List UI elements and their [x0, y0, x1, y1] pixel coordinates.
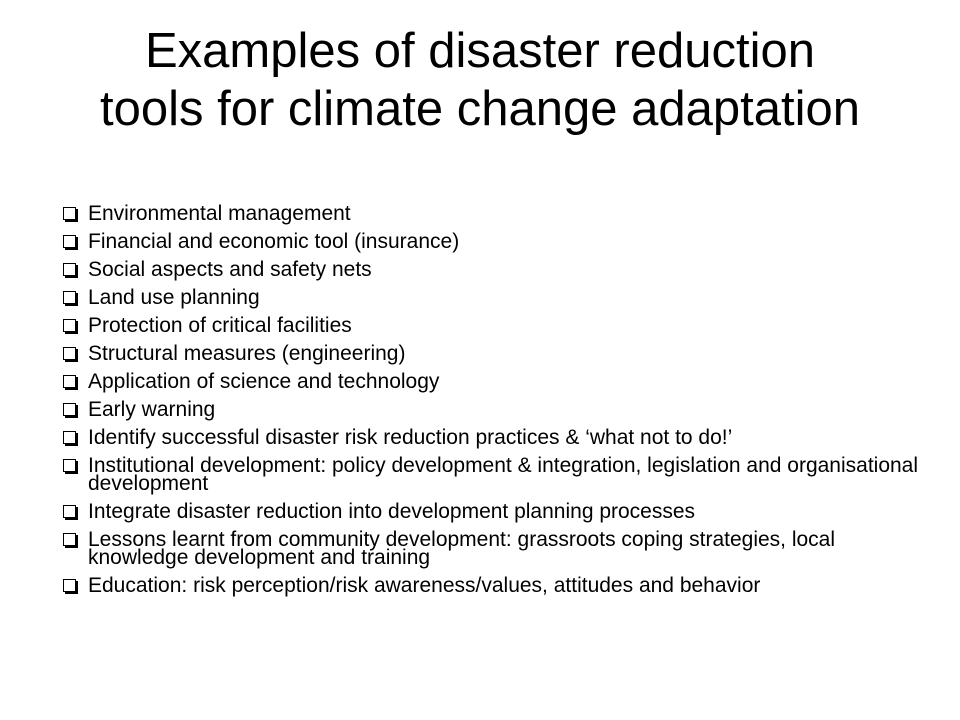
- list-item: [62, 284, 932, 312]
- square-checkbox-icon: [63, 263, 76, 276]
- slide-title-line-1: Examples of disaster reduction: [145, 24, 815, 78]
- square-checkbox-icon: [63, 459, 76, 472]
- list-item: [62, 368, 932, 396]
- list-item-text: Lessons learnt from community development: grassroots coping strategies, local knowledge development and training: [88, 528, 836, 569]
- square-checkbox-icon: [63, 431, 76, 444]
- square-checkbox-icon: [63, 533, 76, 546]
- list-item: [62, 526, 932, 572]
- list-item: [62, 228, 932, 256]
- square-checkbox-icon: [63, 579, 76, 592]
- square-checkbox-icon: [63, 347, 76, 360]
- slide-title-line-2: tools for climate change adaptation: [100, 82, 860, 136]
- square-checkbox-icon: [63, 291, 76, 304]
- square-checkbox-icon: [63, 505, 76, 518]
- list-item-text: Identify successful disaster risk reduction practices & ‘what not to do!’: [88, 426, 733, 449]
- square-checkbox-icon: [63, 319, 76, 332]
- list-item: [62, 312, 932, 340]
- list-item-text: Land use planning: [88, 286, 260, 309]
- slide-title: [0, 22, 960, 138]
- list-item: [62, 340, 932, 368]
- list-item: [62, 452, 932, 498]
- list-item-text: Integrate disaster reduction into development planning processes: [88, 500, 696, 523]
- square-checkbox-icon: [63, 207, 76, 220]
- list-item-text: Early warning: [88, 398, 216, 421]
- list-item-text: Application of science and technology: [88, 370, 440, 393]
- list-item: [62, 498, 932, 526]
- list-item-text: Structural measures (engineering): [88, 342, 406, 365]
- list-item: [62, 424, 932, 452]
- list-item-text: Environmental management: [88, 202, 351, 225]
- list-item: [62, 200, 932, 228]
- square-checkbox-icon: [63, 235, 76, 248]
- list-item-text: Education: risk perception/risk awareness/values, attitudes and behavior: [88, 574, 761, 597]
- square-checkbox-icon: [63, 375, 76, 388]
- list-item-text: Social aspects and safety nets: [88, 258, 372, 281]
- square-checkbox-icon: [63, 403, 76, 416]
- list-item: [62, 256, 932, 284]
- list-item-text: Protection of critical facilities: [88, 314, 352, 337]
- list-item-text: Institutional development: policy development & integration, legislation and organisational development: [88, 454, 919, 495]
- bullet-list: [62, 200, 932, 600]
- list-item: [62, 572, 932, 600]
- list-item-text: Financial and economic tool (insurance): [88, 230, 460, 253]
- list-item: [62, 396, 932, 424]
